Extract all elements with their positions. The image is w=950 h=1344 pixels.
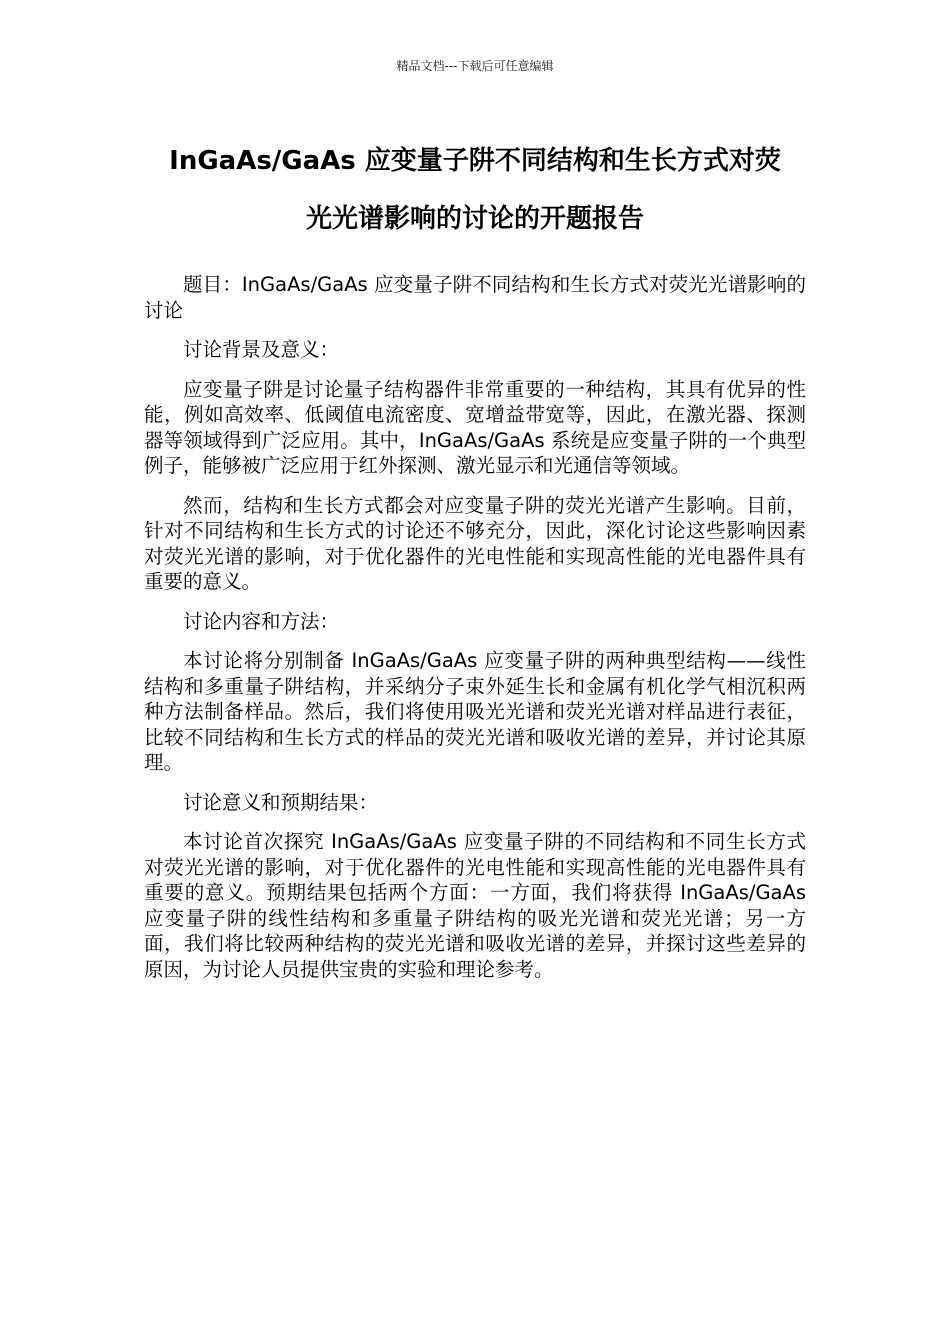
document-title xyxy=(130,132,820,248)
section-heading-background: 讨论背景及意义： xyxy=(183,338,340,361)
significance-paragraph: 本讨论首次探究 InGaAs/GaAs 应变量子阱的不同结构和不同生长方式对荧光光谱的影响，对于优化器件的光电性能和实现高性能的光电器件具有重要的意义。预期结果包括两个方面：一方面，我们将获得 InGaAs/GaAs 应变量子阱的线性结构和多重量子阱结构的吸光光谱和荧光光谱；另一方面，我们将比较两种结构的荧光光谱和吸收光谱的差异，并探讨这些差异的原因，为讨论人员提供宝贵的实验和理论参考。 xyxy=(144,830,806,981)
methods-paragraph: 本讨论将分别制备 InGaAs/GaAs 应变量子阱的两种典型结构——线性结构和多重量子阱结构，并采纳分子束外延生长和金属有机化学气相沉积两种方法制备样品。然后，我们将使用吸光光谱和荧光光谱对样品进行表征，比较不同结构和生长方式的样品的荧光光谱和吸收光谱的差异，并讨论其原理。 xyxy=(144,649,806,774)
topic-paragraph: 题目：InGaAs/GaAs 应变量子阱不同结构和生长方式对荧光光谱影响的讨论 xyxy=(144,273,806,322)
section-heading-significance: 讨论意义和预期结果： xyxy=(183,790,379,814)
section-heading-methods: 讨论内容和方法： xyxy=(183,609,340,633)
title-line-1: InGaAs/GaAs 应变量子阱不同结构和生长方式对荧 xyxy=(169,146,781,176)
document-body xyxy=(144,272,806,996)
header-note: 精品文档---下载后可任意编辑 xyxy=(396,59,554,73)
background-paragraph-1: 应变量子阱是讨论量子结构器件非常重要的一种结构，其具有优异的性能，例如高效率、低阈值电流密度、宽增益带宽等，因此，在激光器、探测器等领域得到广泛应用。其中，InGaAs/GaAs 系统是应变量子阱的一个典型例子，能够被广泛应用于红外探测、激光显示和光通信等领域。 xyxy=(144,377,806,477)
title-line-2: 光光谱影响的讨论的开题报告 xyxy=(305,204,644,234)
background-paragraph-2: 然而，结构和生长方式都会对应变量子阱的荧光光谱产生影响。目前，针对不同结构和生长方式的讨论还不够充分，因此，深化讨论这些影响因素对荧光光谱的影响，对于优化器件的光电性能和实现高性能的光电器件具有重要的意义。 xyxy=(144,493,806,593)
